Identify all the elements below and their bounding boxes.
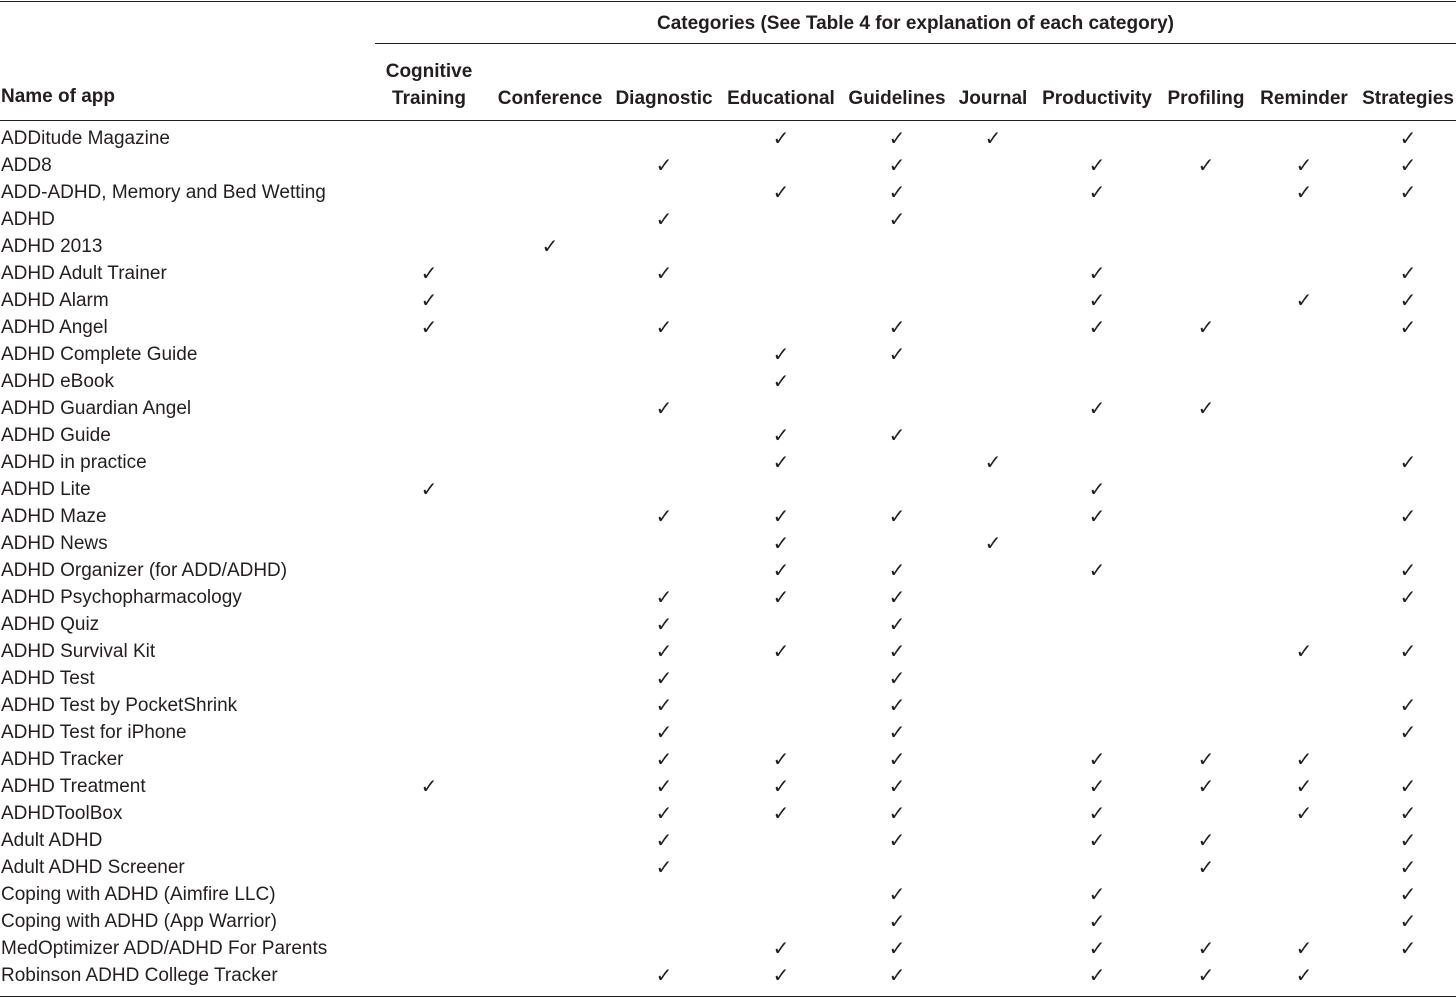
check-mark-guidelines: ✓	[888, 342, 906, 366]
app-name-cell: ADHD Quiz	[1, 614, 100, 635]
check-mark-guidelines: ✓	[888, 828, 906, 852]
check-mark-profiling: ✓	[1197, 153, 1215, 177]
check-mark-strategies: ✓	[1399, 261, 1417, 285]
column-header-line: Productivity	[1042, 88, 1152, 109]
check-mark-guidelines: ✓	[888, 126, 906, 150]
check-mark-reminder: ✓	[1295, 747, 1313, 771]
table-row	[0, 368, 1456, 395]
check-mark-strategies: ✓	[1399, 504, 1417, 528]
check-mark-strategies: ✓	[1399, 558, 1417, 582]
check-mark-diagnostic: ✓	[655, 153, 673, 177]
check-mark-educational: ✓	[772, 774, 790, 798]
check-mark-strategies: ✓	[1399, 639, 1417, 663]
app-name-cell: Adult ADHD Screener	[1, 857, 185, 878]
check-mark-profiling: ✓	[1197, 396, 1215, 420]
column-header-line: Educational	[727, 88, 835, 109]
table-row	[0, 287, 1456, 314]
check-mark-diagnostic: ✓	[655, 504, 673, 528]
check-mark-guidelines: ✓	[888, 774, 906, 798]
app-name-cell: ADHD Lite	[1, 479, 91, 500]
table-row	[0, 611, 1456, 638]
check-mark-journal: ✓	[984, 450, 1002, 474]
app-name-cell: ADHD in practice	[1, 452, 147, 473]
table-row	[0, 233, 1456, 260]
check-mark-diagnostic: ✓	[655, 261, 673, 285]
column-header-line: Training	[392, 88, 466, 109]
check-mark-journal: ✓	[984, 531, 1002, 555]
check-mark-strategies: ✓	[1399, 936, 1417, 960]
table-bottom-rule	[0, 996, 1456, 997]
check-mark-guidelines: ✓	[888, 936, 906, 960]
check-mark-educational: ✓	[772, 180, 790, 204]
check-mark-strategies: ✓	[1399, 720, 1417, 744]
table-row	[0, 179, 1456, 206]
check-mark-strategies: ✓	[1399, 801, 1417, 825]
app-name-cell: ADD-ADHD, Memory and Bed Wetting	[1, 182, 326, 203]
app-name-cell: ADHD Tracker	[1, 749, 124, 770]
column-header-line: Journal	[958, 88, 1028, 109]
check-mark-cognitive-training: ✓	[420, 774, 438, 798]
check-mark-reminder: ✓	[1295, 153, 1313, 177]
app-name-cell: ADHD Organizer (for ADD/ADHD)	[1, 560, 288, 581]
table-row	[0, 827, 1456, 854]
check-mark-strategies: ✓	[1399, 180, 1417, 204]
check-mark-strategies: ✓	[1399, 315, 1417, 339]
check-mark-educational: ✓	[772, 639, 790, 663]
check-mark-educational: ✓	[772, 342, 790, 366]
check-mark-diagnostic: ✓	[655, 774, 673, 798]
check-mark-diagnostic: ✓	[655, 207, 673, 231]
table-row	[0, 746, 1456, 773]
check-mark-productivity: ✓	[1088, 504, 1106, 528]
check-mark-guidelines: ✓	[888, 612, 906, 636]
table-row	[0, 503, 1456, 530]
app-name-cell: ADHD Angel	[1, 317, 108, 338]
check-mark-educational: ✓	[772, 369, 790, 393]
app-name-cell: ADHD Guardian Angel	[1, 398, 192, 419]
check-mark-diagnostic: ✓	[655, 585, 673, 609]
check-mark-guidelines: ✓	[888, 747, 906, 771]
check-mark-profiling: ✓	[1197, 855, 1215, 879]
check-mark-diagnostic: ✓	[655, 666, 673, 690]
check-mark-cognitive-training: ✓	[420, 261, 438, 285]
table-row	[0, 341, 1456, 368]
check-mark-guidelines: ✓	[888, 207, 906, 231]
column-header-cognitive-training	[359, 58, 499, 112]
table-row	[0, 422, 1456, 449]
categories-spanner-header: Categories (See Table 4 for explanation of each category)	[656, 13, 1175, 34]
check-mark-strategies: ✓	[1399, 693, 1417, 717]
check-mark-productivity: ✓	[1088, 153, 1106, 177]
column-header-line: Guidelines	[848, 88, 946, 109]
check-mark-diagnostic: ✓	[655, 720, 673, 744]
app-name-cell: ADHD News	[1, 533, 108, 554]
app-name-cell: ADHD Guide	[1, 425, 111, 446]
app-name-cell: MedOptimizer ADD/ADHD For Parents	[1, 938, 328, 959]
app-name-cell: ADHD eBook	[1, 371, 114, 392]
check-mark-productivity: ✓	[1088, 774, 1106, 798]
check-mark-productivity: ✓	[1088, 315, 1106, 339]
table-row	[0, 908, 1456, 935]
column-header-line: Conference	[497, 88, 603, 109]
app-name-cell: ADHD Test	[1, 668, 95, 689]
app-name-cell: ADHD Alarm	[1, 290, 109, 311]
name-of-app-header: Name of app	[1, 86, 116, 107]
check-mark-strategies: ✓	[1399, 153, 1417, 177]
check-mark-strategies: ✓	[1399, 828, 1417, 852]
check-mark-reminder: ✓	[1295, 180, 1313, 204]
table-row	[0, 314, 1456, 341]
table-row	[0, 773, 1456, 800]
check-mark-productivity: ✓	[1088, 288, 1106, 312]
table-body	[0, 125, 1456, 989]
check-mark-diagnostic: ✓	[655, 693, 673, 717]
check-mark-educational: ✓	[772, 801, 790, 825]
check-mark-guidelines: ✓	[888, 153, 906, 177]
table-row	[0, 719, 1456, 746]
app-name-cell: Coping with ADHD (App Warrior)	[1, 911, 277, 932]
check-mark-productivity: ✓	[1088, 828, 1106, 852]
check-mark-profiling: ✓	[1197, 315, 1215, 339]
column-header-line: Reminder	[1260, 88, 1348, 109]
column-header-line: Diagnostic	[615, 88, 713, 109]
app-name-cell: ADHD	[1, 209, 55, 230]
check-mark-strategies: ✓	[1399, 450, 1417, 474]
app-name-cell: ADDitude Magazine	[1, 128, 170, 149]
check-mark-strategies: ✓	[1399, 882, 1417, 906]
app-name-cell: ADHD Treatment	[1, 776, 146, 797]
check-mark-diagnostic: ✓	[655, 639, 673, 663]
table-row	[0, 260, 1456, 287]
check-mark-educational: ✓	[772, 531, 790, 555]
table-row	[0, 449, 1456, 476]
table-row	[0, 395, 1456, 422]
check-mark-educational: ✓	[772, 963, 790, 987]
check-mark-profiling: ✓	[1197, 936, 1215, 960]
column-header-strategies	[1338, 58, 1456, 112]
check-mark-conference: ✓	[541, 234, 559, 258]
check-mark-educational: ✓	[772, 936, 790, 960]
check-mark-guidelines: ✓	[888, 720, 906, 744]
table-row	[0, 962, 1456, 989]
table-row	[0, 206, 1456, 233]
check-mark-guidelines: ✓	[888, 558, 906, 582]
table-row	[0, 557, 1456, 584]
check-mark-strategies: ✓	[1399, 288, 1417, 312]
check-mark-reminder: ✓	[1295, 936, 1313, 960]
check-mark-strategies: ✓	[1399, 126, 1417, 150]
check-mark-guidelines: ✓	[888, 504, 906, 528]
check-mark-guidelines: ✓	[888, 423, 906, 447]
table-row	[0, 800, 1456, 827]
check-mark-strategies: ✓	[1399, 774, 1417, 798]
check-mark-educational: ✓	[772, 747, 790, 771]
table-row	[0, 881, 1456, 908]
check-mark-profiling: ✓	[1197, 774, 1215, 798]
check-mark-diagnostic: ✓	[655, 747, 673, 771]
check-mark-educational: ✓	[772, 423, 790, 447]
table-row	[0, 854, 1456, 881]
check-mark-productivity: ✓	[1088, 936, 1106, 960]
check-mark-productivity: ✓	[1088, 180, 1106, 204]
check-mark-profiling: ✓	[1197, 963, 1215, 987]
check-mark-strategies: ✓	[1399, 855, 1417, 879]
app-name-cell: ADHD Complete Guide	[1, 344, 198, 365]
table-top-rule	[0, 1, 1456, 2]
check-mark-journal: ✓	[984, 126, 1002, 150]
check-mark-productivity: ✓	[1088, 477, 1106, 501]
spanner-rule	[375, 43, 1456, 44]
check-mark-strategies: ✓	[1399, 909, 1417, 933]
app-name-cell: ADHD Test by PocketShrink	[1, 695, 238, 716]
app-name-cell: Coping with ADHD (Aimfire LLC)	[1, 884, 276, 905]
check-mark-productivity: ✓	[1088, 747, 1106, 771]
app-name-cell: ADHD Maze	[1, 506, 107, 527]
check-mark-profiling: ✓	[1197, 828, 1215, 852]
column-header-line: Strategies	[1362, 88, 1454, 109]
table-row	[0, 476, 1456, 503]
check-mark-diagnostic: ✓	[655, 963, 673, 987]
check-mark-productivity: ✓	[1088, 882, 1106, 906]
check-mark-productivity: ✓	[1088, 396, 1106, 420]
table-row	[0, 665, 1456, 692]
check-mark-diagnostic: ✓	[655, 828, 673, 852]
check-mark-educational: ✓	[772, 585, 790, 609]
table-row	[0, 638, 1456, 665]
check-mark-reminder: ✓	[1295, 639, 1313, 663]
check-mark-diagnostic: ✓	[655, 612, 673, 636]
check-mark-strategies: ✓	[1399, 585, 1417, 609]
check-mark-educational: ✓	[772, 126, 790, 150]
app-name-cell: ADD8	[1, 155, 52, 176]
table-row	[0, 584, 1456, 611]
check-mark-productivity: ✓	[1088, 261, 1106, 285]
check-mark-reminder: ✓	[1295, 288, 1313, 312]
check-mark-profiling: ✓	[1197, 747, 1215, 771]
app-name-cell: ADHD Psychopharmacology	[1, 587, 242, 608]
check-mark-guidelines: ✓	[888, 180, 906, 204]
check-mark-educational: ✓	[772, 504, 790, 528]
check-mark-guidelines: ✓	[888, 882, 906, 906]
column-header-line: Cognitive	[385, 61, 473, 82]
check-mark-guidelines: ✓	[888, 585, 906, 609]
table-row	[0, 152, 1456, 179]
check-mark-guidelines: ✓	[888, 909, 906, 933]
check-mark-productivity: ✓	[1088, 801, 1106, 825]
check-mark-cognitive-training: ✓	[420, 315, 438, 339]
check-mark-educational: ✓	[772, 450, 790, 474]
check-mark-cognitive-training: ✓	[420, 288, 438, 312]
table-row	[0, 935, 1456, 962]
check-mark-guidelines: ✓	[888, 801, 906, 825]
check-mark-productivity: ✓	[1088, 558, 1106, 582]
check-mark-guidelines: ✓	[888, 666, 906, 690]
check-mark-diagnostic: ✓	[655, 855, 673, 879]
app-name-cell: Adult ADHD	[1, 830, 103, 851]
check-mark-reminder: ✓	[1295, 963, 1313, 987]
app-name-cell: Robinson ADHD College Tracker	[1, 965, 278, 986]
table-row	[0, 125, 1456, 152]
app-name-cell: ADHD Test for iPhone	[1, 722, 187, 743]
check-mark-cognitive-training: ✓	[420, 477, 438, 501]
check-mark-diagnostic: ✓	[655, 801, 673, 825]
check-mark-diagnostic: ✓	[655, 315, 673, 339]
check-mark-reminder: ✓	[1295, 801, 1313, 825]
table-row	[0, 692, 1456, 719]
check-mark-productivity: ✓	[1088, 909, 1106, 933]
app-name-cell: ADHD Survival Kit	[1, 641, 156, 662]
check-mark-guidelines: ✓	[888, 315, 906, 339]
app-name-cell: ADHD Adult Trainer	[1, 263, 167, 284]
check-mark-guidelines: ✓	[888, 963, 906, 987]
header-bottom-rule	[0, 120, 1456, 121]
check-mark-guidelines: ✓	[888, 693, 906, 717]
app-name-cell: ADHD 2013	[1, 236, 103, 257]
check-mark-guidelines: ✓	[888, 639, 906, 663]
app-name-cell: ADHDToolBox	[1, 803, 123, 824]
check-mark-educational: ✓	[772, 558, 790, 582]
check-mark-diagnostic: ✓	[655, 396, 673, 420]
check-mark-productivity: ✓	[1088, 963, 1106, 987]
column-header-line: Profiling	[1167, 88, 1245, 109]
check-mark-reminder: ✓	[1295, 774, 1313, 798]
table-row	[0, 530, 1456, 557]
